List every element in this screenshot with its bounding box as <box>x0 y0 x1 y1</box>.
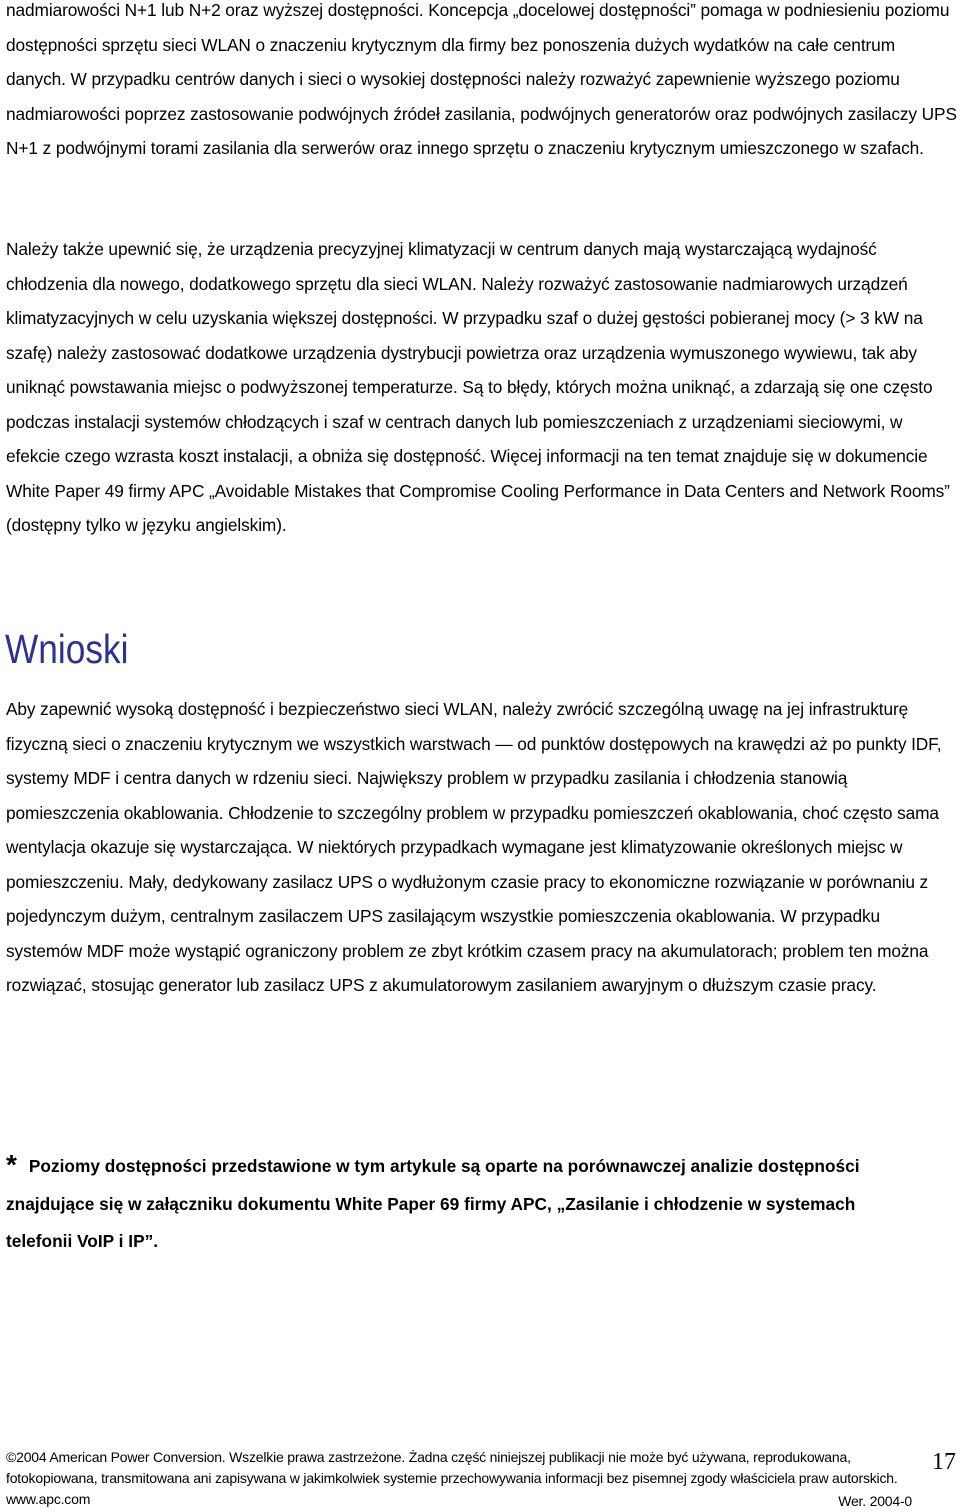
footer-version: Wer. 2004-0 <box>838 1493 912 1509</box>
body-paragraph-2: Należy także upewnić się, że urządzenia precyzyjnej klimatyzacji w centrum danych mają wystarczającą wydajność chłodzenia dla nowego, dodatkowego sprzętu dla sieci WLAN. Należy rozważyć zastosowanie nadmiarowych urządzeń klimatyzacyjnych w celu uzyskania większej dostępności. W przypadku szaf o dużej gęstości pobieranej mocy (> 3 kW na szafę) należy zastosować dodatkowe urządzenia dystrybucji powietrza oraz urządzenia wymuszonego wywiewu, tak aby uniknąć powstawania miejsc o podwyższonej temperaturze. Są to błędy, których można uniknąć, a zdarzają się one często podczas instalacji systemów chłodzących i szaf w centrach danych lub pomieszczeniach z urządzeniami sieciowymi, w efekcie czego wzrasta koszt instalacji, a obniża się dostępność. Więcej informacji na ten temat znajduje się w dokumencie White Paper 49 firmy APC „Avoidable Mistakes that Compromise Cooling Performance in Data Centers and Network Rooms” (dostępny tylko w języku angielskim). <box>6 239 950 535</box>
footnote-marker: * <box>6 1149 17 1180</box>
section-heading: Wnioski <box>5 626 129 672</box>
page-footer <box>6 1447 916 1510</box>
footnote <box>6 1146 886 1261</box>
body-paragraph-3: Aby zapewnić wysoką dostępność i bezpieczeństwo sieci WLAN, należy zwrócić szczególną uwagę na jej infrastrukturę fizyczną sieci o znaczeniu krytycznym we wszystkich warstwach — od punktów dostępowych na krawędzi aż po punkty IDF, systemy MDF i centra danych w rdzeniu sieci. Największy problem w przypadku zasilania i chłodzenia stanowią pomieszczenia okablowania. Chłodzenie to szczególny problem w przypadku pomieszczeń okablowania, choć często sama wentylacja okazuje się wystarczająca. W niektórych przypadkach wymagane jest klimatyzowanie określonych miejsc w pomieszczeniu. Mały, dedykowany zasilacz UPS o wydłużonym czasie pracy to ekonomiczne rozwiązanie w porównaniu z pojedynczym dużym, centralnym zasilaczem UPS zasilającym wszystkie pomieszczenia okablowania. W przypadku systemów MDF może wystąpić ograniczony problem ze zbyt krótkim czasem pracy na akumulatorach; problem ten można rozwiązać, stosując generator lub zasilacz UPS z akumulatorowym zasilaniem awaryjnym o dłuższym czasie pracy. <box>6 699 942 995</box>
page-number: 17 <box>932 1449 956 1475</box>
body-paragraph-1: nadmiarowości N+1 lub N+2 oraz wyższej dostępności. Koncepcja „docelowej dostępności” pomaga w podniesieniu poziomu dostępności sprzętu sieci WLAN o znaczeniu krytycznym dla firmy bez ponoszenia dużych wydatków na całe centrum danych. W przypadku centrów danych i sieci o wysokiej dostępności należy rozważyć zapewnienie wyższego poziomu nadmiarowości poprzez zastosowanie podwójnych źródeł zasilania, podwójnych generatorów oraz podwójnych zasilaczy UPS N+1 z podwójnymi torami zasilania dla serwerów oraz innego sprzętu o znaczeniu krytycznym umieszczonego w szafach. <box>6 0 957 158</box>
footnote-text: Poziomy dostępności przedstawione w tym artykule są oparte na porównawczej analizie dostępności znajdujące się w załączniku dokumentu White Paper 69 firmy APC, „Zasilanie i chłodzenie w systemach telefonii VoIP i IP”. <box>6 1156 860 1251</box>
footer-copyright: ©2004 American Power Conversion. Wszelkie prawa zastrzeżone. Żadna część niniejszej publikacji nie może być używana, reprodukowana, fotokopiowana, transmitowana ani zapisywana w jakimkolwiek systemie przechowywania informacji bez pisemnej zgody właściciela praw autorskich. www.apc.com <box>6 1449 898 1507</box>
